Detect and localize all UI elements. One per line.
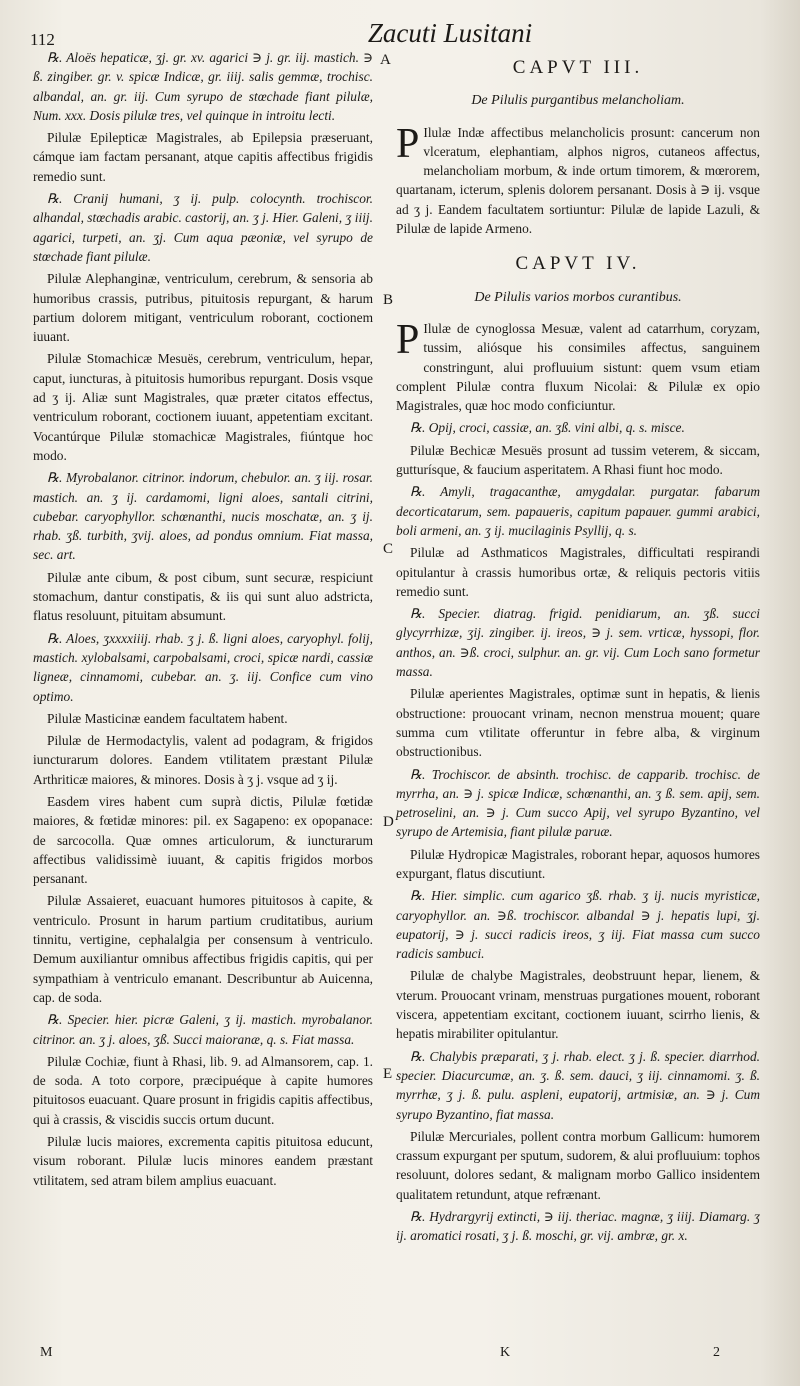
paragraph: Pilulæ lucis maiores, excrementa capitis pituitosa educunt, visum roborant. Pilulæ lucis minores eandem præstant vtilitatem, sed atram bilem amplius euacuant. <box>33 1134 373 1188</box>
paragraph: ℞. Myrobalanor. citrinor. indorum, chebulor. an. ʒ iij. rosar. mastich. an. ʒ ij. cardamomi, ligni aloes, santali citrini, cubebar. caryophyllor. schœnanthi, nucis moschatæ, an. ʒ ij. rhab. ʒß. turbith, ʒvij. aloes, ad pondus omnium. Fiat massa, sec. art. <box>33 470 373 563</box>
paragraph: Pilulæ Stomachicæ Mesuës, cerebrum, ventriculum, hepar, caput, iuncturas, à pituitosis humoribus repurgant. Dosis vsque ad ʒ ij. Aliæ sunt Magistrales, quæ præter citatos effectus, ventriculum roborant, coctionem iuuant, appetentiam excitant. Vocantúrque Pilulæ stomachicæ Magistrales, fiúntque hoc modo. <box>33 351 373 463</box>
paragraph: Pilulæ Alephanginæ, ventriculum, cerebrum, & sensoria ab humoribus crassis, putribus, pituitosis repurgant, & harum partium dolorem mitigant, ventriculum roborant, coctionem iuuant. <box>33 271 373 345</box>
paragraph: Pilulæ Hydropicæ Magistrales, roborant hepar, aquosos humores expurgant, flatus discutiunt. <box>396 846 760 881</box>
paragraph: Pilulæ Cochiæ, fiunt à Rhasi, lib. 9. ad Almansorem, cap. 1. de soda. A toto corpore, præcipuéque à capite humores pituitosos euacuant. Quare prosunt in frigidis capitis affectibus, qui à crassis, & viscidis succis ortum ducunt. <box>33 1053 373 1127</box>
paragraph: ℞. Amyli, tragacanthæ, amygdalar. purgatar. fabarum decorticatarum, sem. papaueris, capitum papauer. gummi arabici, boli armeni, an. ʒ ij. mucilaginis Psyllij, q. s. <box>396 484 760 538</box>
left-column <box>33 48 373 1193</box>
page-number: 112 <box>30 30 55 49</box>
paragraph: ℞. Hier. simplic. cum agarico ʒß. rhab. ʒ ij. nucis myristicæ, caryophyllor. an. ∋ß. trochiscor. albandal ∋ j. hepatis lupi, ʒj. eupatorij, ∋ j. succi radicis ireos, ʒ iij. Fiat massa cum succo radicis sambuci. <box>396 888 760 962</box>
paragraph: Pilulæ Bechicæ Mesuës prosunt ad tussim veterem, & siccam, gutturísque, & faucium asperitatem. A Rhasi fiunt hoc modo. <box>396 442 760 478</box>
chapter-subtitle: De Pilulis varios morbos curantibus. <box>474 289 682 305</box>
paragraph: ℞. Specier. diatrag. frigid. penidiarum, an. ʒß. succi glycyrrhizæ, ʒij. zingiber. ij. ireos, ∋ j. sem. vrticæ, hyssopi, flor. anthos, an. ∋ß. croci, sulphur. an. gr. vij. Cum Loch sano formetur massa. <box>396 606 760 680</box>
drop-cap: P <box>396 316 420 363</box>
right-column <box>396 48 760 1249</box>
margin-letter: D <box>383 814 394 830</box>
paragraph: Pilulæ Epilepticæ Magistrales, ab Epilepsia præseruant, cámque iam factam persanant, atque capitis affectibus frigidis remedio sunt. <box>33 130 373 184</box>
paragraph <box>396 316 760 415</box>
paragraph-text: Ilulæ de cynoglossa Mesuæ, valent ad catarrhum, coryzam, tussim, aliósque his consimiles affectus, sanguinem constringunt, alui profluuium sistunt: quem vsum etiam complent Pilulæ contra fluxum Nicolai: & Pilulæ ex opio Magistrales, quæ hoc modo conficiuntur. <box>396 320 760 414</box>
paragraph: Pilulæ de Hermodactylis, valent ad podagram, & frigidos iuncturarum dolores. Eandem vtilitatem præstant Pilulæ Arthriticæ maiores, & minores. Dosis à ʒ j. vsque ad ʒ ij. <box>33 733 373 787</box>
chapter-heading: CAPVT III. <box>512 57 644 78</box>
catchword: 2 <box>713 1345 720 1360</box>
paragraph: ℞. Cranij humani, ʒ ij. pulp. colocynth. trochiscor. alhandal, stœchadis arabic. castorij, an. ʒ j. Hier. Galeni, ʒ iiij. agarici, turpeti, an. ʒj. Cum aqua pæoniæ, vel syrupo de stœchade fiant pilulæ. <box>33 191 373 264</box>
paragraph: Pilulæ de chalybe Magistrales, deobstruunt hepar, lienem, & vterum. Prouocant vrinam, menstruas purgationes mouent, roborant viscera, appetentiam excitant, coctionem iuuant, scirrho lienis, & hepatis mirabiliter opitulantur. <box>396 968 760 1042</box>
drop-cap: P <box>396 120 420 167</box>
paragraph: ℞. Aloes, ʒxxxxiiij. rhab. ʒ j. ß. ligni aloes, caryophyl. folij, mastich. xylobalsami, carpobalsami, croci, spicæ nardi, cassiæ ligneæ, cinnamomi, cubebar. an. ʒ. iij. Confice cum vino optimo. <box>33 630 373 704</box>
paragraph: Pilulæ Assaieret, euacuant humores pituitosos à capite, & ventriculo. Prosunt in harum partium cruditatibus, aurium tinnitu, vertigine, cephalalgia per consensum à ventriculo. Demum auxiliantur omnibus affectibus frigidis capitis, qui per sympathiam à ventriculo emanant. Describuntur ab Auicenna, cap. de soda. <box>33 893 373 1005</box>
paragraph: ℞. Chalybis præparati, ʒ j. rhab. elect. ʒ j. ß. specier. diarrhod. specier. Diacurcumæ, an. ʒ. ß. sem. dauci, ʒ iij. cinnamomi. ʒ. ß. myrrhæ, ʒ j. ß. pulu. aspleni, eupatorij, artmisiæ, an. ∋ j. Cum syrupo Byzantino, fiat massa. <box>396 1048 760 1122</box>
margin-letter: C <box>383 541 394 557</box>
paragraph: ℞. Aloës hepaticæ, ʒj. gr. xv. agarici ∋ j. gr. iij. mastich. ∋ ß. zingiber. gr. v. spicæ Indicæ, gr. iiij. salis gemmæ, trochisc. albandal, an. gr. iij. Cum syrupo de stœchade fiant pilulæ, Num. xxx. Dosis pilulæ tres, vel quinque in introitu lecti. <box>33 50 373 123</box>
paragraph: ℞. Opij, croci, cassiæ, an. ʒß. vini albi, q. s. misce. <box>410 420 685 436</box>
running-title: Zacuti Lusitani <box>367 18 533 48</box>
signature-mark: K <box>500 1345 511 1360</box>
paragraph <box>396 120 760 239</box>
chapter-subtitle: De Pilulis purgantibus melancholiam. <box>471 93 685 109</box>
paragraph: ℞. Specier. hier. picræ Galeni, ʒ ij. mastich. myrobalanor. citrinor. an. ʒ j. aloes, ʒß. Succi maioranæ, q. s. Fiat massa. <box>33 1012 373 1047</box>
paragraph: Pilulæ Masticinæ eandem facultatem habent. <box>47 710 288 726</box>
paragraph: ℞. Hydrargyrij extincti, ∋ iij. theriac. magnæ, ʒ iiij. Diamarg. ʒ ij. aromatici rosati, ʒ j. ß. moschi, gr. vij. ambræ, gr. x. <box>396 1209 760 1244</box>
paragraph: Pilulæ ante cibum, & post cibum, sunt securæ, respiciunt stomachum, dantur constipatis, & iis qui sunt aluo adstricta, flatus resoluunt, pituitam absumunt. <box>33 569 373 624</box>
paragraph: Easdem vires habent cum suprà dictis, Pilulæ fœtidæ maiores, & fœtidæ minores: pil. ex Sagapeno: ex opopanace: de sarcocolla. Quæ omnes articulorum, & iuncturarum affectibus validissimè iuuant, & capitis frigidos morbos persanant. <box>33 793 373 887</box>
margin-letter: E <box>383 1066 393 1082</box>
paragraph: Pilulæ ad Asthmaticos Magistrales, difficultati respirandi opitulantur à crassis humoribus ortæ, & reliquis pectoris vitiis remedio sunt. <box>396 545 760 599</box>
chapter-heading: CAPVT IV. <box>515 253 641 275</box>
paragraph-text: Ilulæ Indæ affectibus melancholicis prosunt: cancerum non vlceratum, elephantiam, alphos nigros, cutaneos affectus, melancholiam morbum, & inde ortum timorem, & mœrorem, quartanam, icterum, splenis dolorem persanant. Dosis à ∋ ij. vsque ad ʒ j. Eandem facultatem sortiuntur: Pilulæ de lapide Lazuli, & Pilulæ de lapide Armeno. <box>396 124 760 237</box>
paragraph: ℞. Trochiscor. de absinth. trochisc. de capparib. trochisc. de myrrha, an. ∋ j. spicæ Indicæ, schœnanthi, an. ʒ ß. sem. apij, sem. petroselini, an. ∋ j. Cum succo Apij, vel syrupo Byzantino, vel syrupo de Artemisia, fiant pilulæ paruæ. <box>396 766 760 840</box>
paragraph: Pilulæ aperientes Magistrales, optimæ sunt in hepatis, & lienis obstructione: prouocant vrinam, necnon menstrua mouent; quare summa cum vtilitate offeruntur in febre alba, & virginum obstructionibus. <box>396 686 760 760</box>
margin-letter: B <box>383 292 394 308</box>
footer-mark-left: M <box>40 1345 53 1360</box>
margin-letter: A <box>380 52 391 68</box>
paragraph: Pilulæ Mercuriales, pollent contra morbum Gallicum: humorem crassum expurgant per sputum, sudorem, & alui profluuium: tophos resoluunt, dolores sedant, & malignam morbo Gallico insidentem qualitatem retundunt, atque refrænant. <box>396 1128 760 1202</box>
